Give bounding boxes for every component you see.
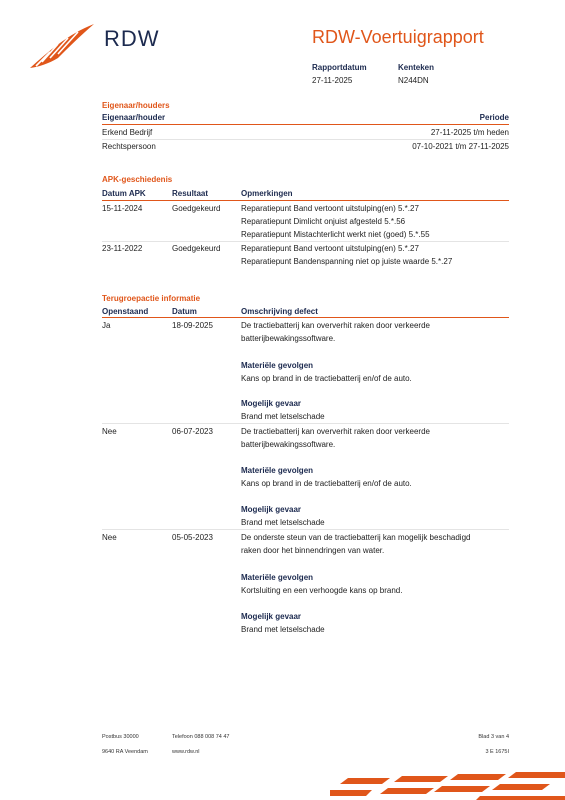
recall-2-consequences: Kans op brand in de tractiebatterij en/of de auto. (241, 479, 412, 488)
owner-row-1-owner: Erkend Bedrijf (102, 128, 153, 137)
apk-2-date: 23-11-2022 (102, 244, 143, 253)
apk-header-rule (102, 200, 509, 201)
recall-1-consequences-heading: Materiële gevolgen (241, 361, 314, 370)
recall-header-rule (102, 317, 509, 318)
footer-website: www.rdw.nl (172, 749, 200, 755)
recall-row-divider-1 (102, 423, 509, 424)
recall-2-date: 06-07-2023 (172, 427, 213, 436)
recall-3-date: 05-05-2023 (172, 533, 213, 542)
recall-1-danger: Brand met letselschade (241, 412, 325, 421)
brand-name: RDW (104, 26, 160, 51)
kenteken-label: Kenteken (398, 63, 435, 72)
owners-section-title: Eigenaar/houders (102, 101, 170, 110)
apk-col-result: Resultaat (172, 189, 209, 198)
apk-2-remark-2: Reparatiepunt Bandenspanning niet op juiste waarde 5.*.27 (241, 257, 453, 266)
apk-section-title: APK-geschiedenis (102, 175, 173, 184)
footer-postbus: Postbus 30000 (102, 734, 139, 740)
footer-address: 9640 RA Veendam (102, 749, 148, 755)
owner-row-divider (102, 139, 509, 140)
footer-telefoon: Telefoon 088 008 74 47 (172, 734, 230, 740)
apk-col-date: Datum APK (102, 189, 146, 198)
recall-3-danger-heading: Mogelijk gevaar (241, 612, 302, 621)
apk-col-remarks: Opmerkingen (241, 189, 293, 198)
owners-header-rule (102, 124, 509, 125)
recall-3-consequences-heading: Materiële gevolgen (241, 573, 314, 582)
apk-1-remark-2: Reparatiepunt Dimlicht onjuist afgesteld 5.*.56 (241, 217, 406, 226)
owner-row-1-period: 27-11-2025 t/m heden (430, 128, 509, 137)
recall-1-date: 18-09-2025 (172, 321, 213, 330)
apk-2-remark-1: Reparatiepunt Band vertoont uitstulping(en) 5.*.27 (241, 244, 419, 253)
recall-row-divider-2 (102, 529, 509, 530)
owners-col-period: Periode (479, 113, 509, 122)
rdw-logo-icon (28, 22, 98, 72)
apk-1-result: Goedgekeurd (172, 204, 221, 213)
decorative-stripes-icon (330, 770, 565, 800)
footer-form-code: 3 E 1675I (485, 749, 509, 755)
rapportdatum-label: Rapportdatum (312, 63, 367, 72)
recall-2-open: Nee (102, 427, 117, 436)
recall-3-consequences: Kortsluiting en een verhoogde kans op brand. (241, 586, 403, 595)
report-title: RDW-Voertuigrapport (312, 27, 484, 47)
owner-row-2-period: 07-10-2021 t/m 27-11-2025 (412, 142, 509, 151)
recall-1-desc-1: De tractiebatterij kan oververhit raken door verkeerde (241, 321, 430, 330)
recall-2-consequences-heading: Materiële gevolgen (241, 466, 314, 475)
recall-1-consequences: Kans op brand in de tractiebatterij en/of de auto. (241, 374, 412, 383)
recall-1-danger-heading: Mogelijk gevaar (241, 399, 302, 408)
apk-1-remark-1: Reparatiepunt Band vertoont uitstulping(en) 5.*.27 (241, 204, 419, 213)
recall-2-desc-2: batterijbewakingssoftware. (241, 440, 336, 449)
owner-row-2-owner: Rechtspersoon (102, 142, 156, 151)
apk-1-remark-3: Reparatiepunt Mistachterlicht werkt niet (goed) 5.*.55 (241, 230, 430, 239)
recall-col-open: Openstaand (102, 307, 149, 316)
apk-2-result: Goedgekeurd (172, 244, 221, 253)
apk-row-divider (102, 241, 509, 242)
rapportdatum-value: 27-11-2025 (312, 76, 353, 85)
recall-3-desc-2: raken door het binnendringen van water. (241, 546, 385, 555)
recall-col-desc: Omschrijving defect (241, 307, 318, 316)
kenteken-value: N244DN (398, 76, 429, 85)
recall-1-open: Ja (102, 321, 111, 330)
recall-2-danger: Brand met letselschade (241, 518, 325, 527)
recall-col-date: Datum (172, 307, 197, 316)
recall-3-desc-1: De onderste steun van de tractiebatterij kan mogelijk beschadigd (241, 533, 471, 542)
recall-2-desc-1: De tractiebatterij kan oververhit raken door verkeerde (241, 427, 430, 436)
recall-1-desc-2: batterijbewakingssoftware. (241, 334, 336, 343)
footer-page-number: Blad 3 van 4 (478, 734, 509, 740)
recall-2-danger-heading: Mogelijk gevaar (241, 505, 302, 514)
apk-1-date: 15-11-2024 (102, 204, 143, 213)
recall-section-title: Terugroepactie informatie (102, 294, 201, 303)
recall-3-danger: Brand met letselschade (241, 625, 325, 634)
recall-3-open: Nee (102, 533, 117, 542)
owners-col-owner: Eigenaar/houder (102, 113, 166, 122)
